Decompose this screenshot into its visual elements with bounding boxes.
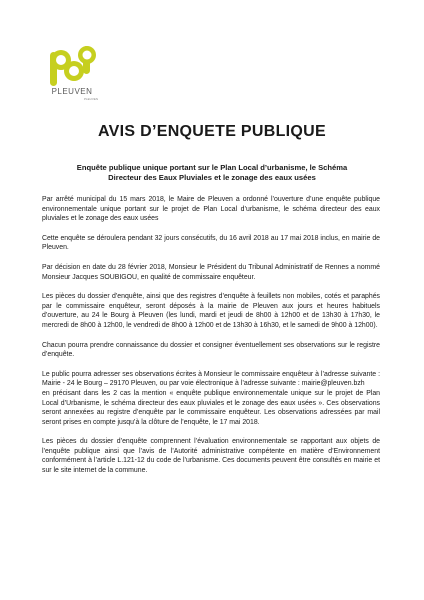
paragraph-duree: Cette enquête se déroulera pendant 32 jours consécutifs, du 16 avril 2018 au 17 mai 2018 inclus, en mairie de Pleuven.: [42, 234, 380, 252]
paragraph-commissaire: Par décision en date du 28 février 2018, Monsieur le Président du Tribunal Administratif de Rennes a nommé Monsieur Jacques SOUBIGOU, en qualité de commissaire enquêteur.: [42, 263, 380, 281]
page-title: AVIS D’ENQUETE PUBLIQUE: [98, 123, 326, 140]
paragraph-mention: en précisant dans les 2 cas la mention « enquête publique environnementale unique sur le projet de Plan Local d’Urbanisme, le schéma directeur des eaux pluviales et le zonage des eaux usées ». Ces observations seront annexées au registre d’enquête par le commissaire enquêteur. Les observations adressées par mail seront prises en compte jusqu’à la clôture de l’enquête, le 17 mai 2018.: [42, 389, 380, 426]
page-subtitle: Enquête publique unique portant sur le Plan Local d’urbanisme, le Schéma Directeur des Eaux Pluviales et le zonage des eaux usées: [76, 163, 348, 182]
logo-subtext: PLEUVEN: [83, 97, 98, 101]
pleuven-logo: [46, 44, 98, 102]
paragraph-evaluation: Les pièces du dossier d’enquête comprennent l’évaluation environnementale se rapportant aux objets de l’enquête publique ainsi que l’avis de l’Autorité administrative compétente en matière d’Environnement conformément à l’article L.121-12 du code de l’urbanisme. Ces documents peuvent être consultés en mairie et sur le site internet de la commune.: [42, 438, 380, 475]
paragraph-observations: Le public pourra adresser ses observations écrites à Monsieur le commissaire enquêteur à l’adresse suivante : Mairie - 24 le Bourg – 29170 Pleuven, ou par voie électronique à l’adresse suivante : mairie@pleuven.bzh: [42, 370, 380, 388]
notice-body: [42, 195, 380, 476]
paragraph-arrete: Par arrêté municipal du 15 mars 2018, le Maire de Pleuven a ordonné l’ouverture d’une enquête publique environnementale unique portant sur le projet de Plan Local d’urbanisme, le schéma directeur des eaux pluviales et le zonage des eaux usées: [42, 196, 380, 223]
logo-name: PLEUVEN: [51, 87, 93, 96]
pleuven-logo-mark-icon: [46, 44, 98, 88]
paragraph-pieces-dossier: Les pièces du dossier d’enquête, ainsi que des registres d’enquête à feuillets non mobiles, cotés et paraphés par le commissaire enquêteur, seront déposés à la mairie de Pleuven aux jours et heures habituels d’ouverture, au 24 le Bourg à Pleuven (les lundi, mardi et jeudi de 8h00 à 12h00 et de 13h30 à 17h30, le mercredi de 8h00 à 12h00, le vendredi de 8h00 à 12h00 et de 13h30 à 16h30, et le samedi de 9h00 à 12h00).: [42, 293, 380, 329]
paragraph-consultation: Chacun pourra prendre connaissance du dossier et consigner éventuellement ses observations sur le registre d’enquête.: [42, 341, 380, 359]
